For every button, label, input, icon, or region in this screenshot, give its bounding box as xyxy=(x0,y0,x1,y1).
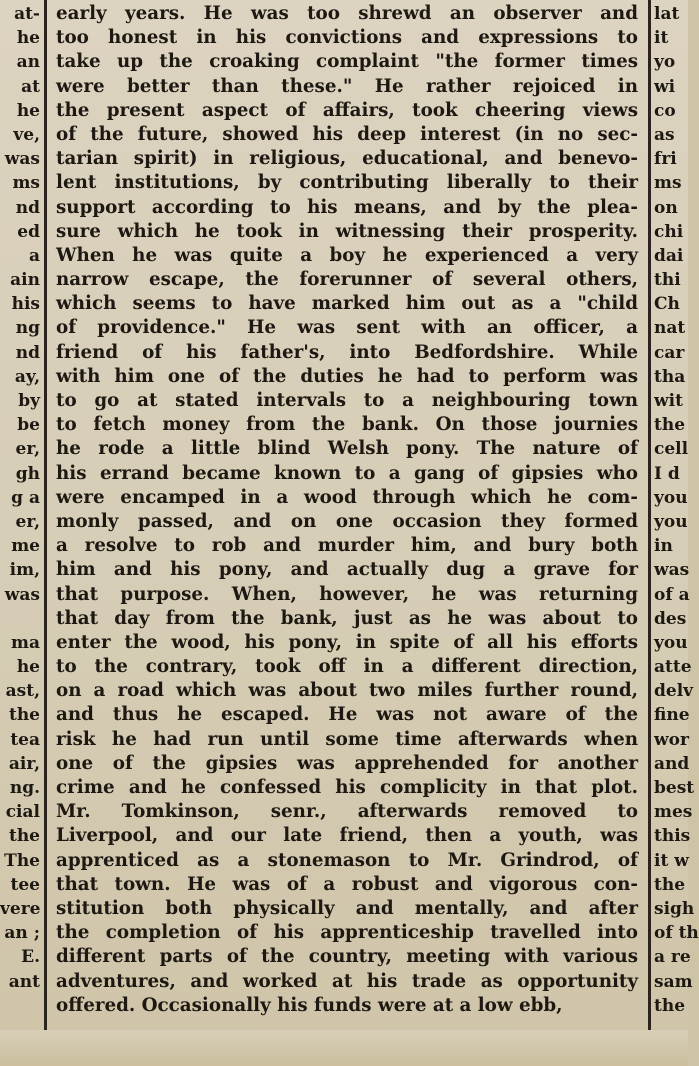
article-line: support according to his means, and by the plea- xyxy=(56,196,638,218)
right-column-line: you xyxy=(654,632,688,653)
right-column-fragment xyxy=(654,2,699,1018)
article-line: the present aspect of affairs, took cheering views xyxy=(56,99,638,121)
right-column-line: cell xyxy=(654,439,689,460)
left-column-line: ay, xyxy=(14,366,40,387)
article-line: lent institutions, by contributing liberally to their xyxy=(56,172,638,194)
article-line: risk he had run until some time afterwards when xyxy=(56,728,638,750)
right-column-line: the xyxy=(654,874,686,895)
right-column-line: ms xyxy=(654,173,682,194)
left-column-line: the xyxy=(8,705,40,726)
left-column-line: he xyxy=(16,28,40,49)
article-line: that town. He was of a robust and vigorous con- xyxy=(56,873,638,895)
right-column-line: was xyxy=(654,560,690,581)
left-column-line: er, xyxy=(15,511,40,532)
left-column-fragment xyxy=(0,2,42,994)
left-column-line: nd xyxy=(15,342,40,363)
right-column-line: yo xyxy=(654,52,676,73)
left-column-line: The xyxy=(4,850,40,871)
right-column-line: fine xyxy=(654,705,690,726)
right-column-line: sigh xyxy=(654,898,695,919)
article-line: offered. Occasionally his funds were at a low ebb, xyxy=(56,994,563,1016)
left-column-line: ain xyxy=(10,270,40,291)
article-line: When he was quite a boy he experienced a very xyxy=(56,244,638,266)
right-column-line: dai xyxy=(654,245,684,266)
article-line: different parts of the country, meeting with various xyxy=(56,946,638,968)
article-line: his errand became known to a gang of gipsies who xyxy=(56,462,638,484)
right-column-line: wit xyxy=(654,391,683,411)
article-line: were better than these." He rather rejoiced in xyxy=(56,75,638,97)
left-column-line: ng. xyxy=(9,778,40,798)
article-line: sure which he took in witnessing their prosperity. xyxy=(56,220,638,242)
article-line: friend of his father's, into Bedfordshire. While xyxy=(56,341,638,363)
right-column-line: and xyxy=(654,753,690,774)
left-column-line: an xyxy=(16,52,40,73)
right-column-line: a re xyxy=(654,947,691,968)
left-column-line: the xyxy=(8,826,40,847)
article-line: stitution both physically and mentally, and after xyxy=(56,897,638,919)
column-rule-right xyxy=(648,0,651,1030)
left-column-line: he xyxy=(16,100,40,121)
article-line: and thus he escaped. He was not aware of the xyxy=(56,704,638,726)
left-column-line: was xyxy=(4,584,40,605)
right-column-line: sam xyxy=(654,971,693,992)
left-column-line: tea xyxy=(10,729,40,750)
left-column-line: was xyxy=(4,149,40,170)
article-line: to the contrary, took off in a different direction, xyxy=(56,656,638,678)
left-column-line: g a xyxy=(11,487,40,508)
article-line: adventures, and worked at his trade as opportunity xyxy=(56,970,638,992)
right-column-line: the xyxy=(654,995,686,1016)
article-line: him and his pony, and actually dug a grave for xyxy=(56,559,638,581)
right-column-line: co xyxy=(654,100,676,121)
right-column-line: best xyxy=(654,778,695,798)
left-column-line: ve, xyxy=(13,124,40,145)
right-column-line: you xyxy=(654,487,688,508)
left-column-line: ed xyxy=(17,221,40,242)
article-line: were encamped in a wood through which he com- xyxy=(56,486,638,508)
left-column-line: air, xyxy=(8,753,40,774)
left-column-line: a xyxy=(28,245,40,266)
article-line: of providence." He was sent with an officer, a xyxy=(56,317,638,339)
right-column-line: Ch xyxy=(654,294,680,315)
left-column-line: vere xyxy=(0,898,41,919)
left-column-line: he xyxy=(16,657,40,678)
right-column-line: you xyxy=(654,511,688,532)
left-column-line: cial xyxy=(5,802,40,823)
left-column-line: ant xyxy=(8,971,40,992)
right-column-line: car xyxy=(654,342,685,363)
right-column-line: the xyxy=(654,415,686,436)
left-column-line: an ; xyxy=(4,923,40,944)
article-line: too honest in his convictions and expressions to xyxy=(56,27,638,49)
right-column-line: wor xyxy=(654,729,689,750)
left-column-line: at- xyxy=(14,4,40,24)
left-column-line: nd xyxy=(15,197,40,218)
left-column-line: be xyxy=(17,415,40,436)
left-column-line: ng xyxy=(15,318,40,339)
right-column-line: thi xyxy=(654,270,681,291)
article-line: with him one of the duties he had to perform was xyxy=(56,365,638,387)
left-column-line: im, xyxy=(9,560,40,581)
article-line: the completion of his apprenticeship travelled into xyxy=(56,922,638,944)
article-line: of the future, showed his deep interest (in no sec- xyxy=(56,123,638,145)
right-column-line: lat xyxy=(654,4,680,24)
left-column-line: ast, xyxy=(5,681,40,702)
article-line: which seems to have marked him out as a "child xyxy=(56,293,638,315)
article-line: crime and he confessed his complicity in that plot. xyxy=(56,777,638,798)
article-line: tarian spirit) in religious, educational, and benevo- xyxy=(56,148,638,170)
article-line: on a road which was about two miles further round, xyxy=(56,680,638,702)
right-column-line: nat xyxy=(654,318,686,339)
right-column-line: it w xyxy=(654,850,689,871)
right-column-line: chi xyxy=(654,221,684,242)
right-column-line: wi xyxy=(654,76,676,97)
article-line: early years. He was too shrewd an observer and xyxy=(56,3,638,24)
right-column-line: of th xyxy=(654,923,699,944)
right-column-line: of a xyxy=(654,584,690,605)
page-bottom-edge xyxy=(0,1030,688,1066)
right-column-line: this xyxy=(654,826,691,847)
article-line: narrow escape, the forerunner of several others, xyxy=(56,269,638,291)
left-column-line: by xyxy=(18,391,40,411)
article-line: Mr. Tomkinson, senr., afterwards removed to xyxy=(56,801,638,823)
article-line: take up the croaking complaint "the former times xyxy=(56,51,638,73)
right-column-line: delv xyxy=(654,681,694,702)
article-line: that purpose. When, however, he was returning xyxy=(56,583,638,605)
article-line: monly passed, and on one occasion they formed xyxy=(56,510,638,532)
right-column-line: des xyxy=(654,608,687,629)
article-line: he rode a little blind Welsh pony. The nature of xyxy=(56,438,638,460)
left-column-line: his xyxy=(11,294,40,315)
right-column-line: on xyxy=(654,197,678,218)
left-column-line: E. xyxy=(21,947,40,968)
left-column-line: me xyxy=(11,536,40,557)
left-column-line: gh xyxy=(15,463,40,484)
article-line: enter the wood, his pony, in spite of all his efforts xyxy=(56,631,638,653)
right-column-line: in xyxy=(654,536,673,557)
column-rule-left xyxy=(44,0,47,1030)
article-column xyxy=(56,2,638,1018)
article-line: to fetch money from the bank. On those journies xyxy=(56,414,638,436)
left-column-line: tee xyxy=(10,874,40,895)
article-line: to go at stated intervals to a neighbouring town xyxy=(56,390,638,411)
article-line: a resolve to rob and murder him, and bury both xyxy=(56,535,638,557)
right-column-line: mes xyxy=(654,802,693,823)
article-line: apprenticed as a stonemason to Mr. Grindrod, of xyxy=(56,849,638,871)
left-column-line: at xyxy=(21,76,40,97)
left-column-line: ma xyxy=(10,632,40,653)
right-column-line: I d xyxy=(654,463,680,484)
article-line: Liverpool, and our late friend, then a youth, was xyxy=(56,825,638,847)
right-column-line: tha xyxy=(654,366,686,387)
right-column-line: it xyxy=(654,28,669,49)
left-column-line xyxy=(0,607,42,631)
right-column-line: as xyxy=(654,124,675,145)
left-column-line: er, xyxy=(15,439,40,460)
right-column-line: atte xyxy=(654,657,692,678)
article-line: that day from the bank, just as he was about to xyxy=(56,607,638,629)
left-column-line: ms xyxy=(12,173,40,194)
article-line: one of the gipsies was apprehended for another xyxy=(56,752,638,774)
right-column-line: fri xyxy=(654,149,677,170)
